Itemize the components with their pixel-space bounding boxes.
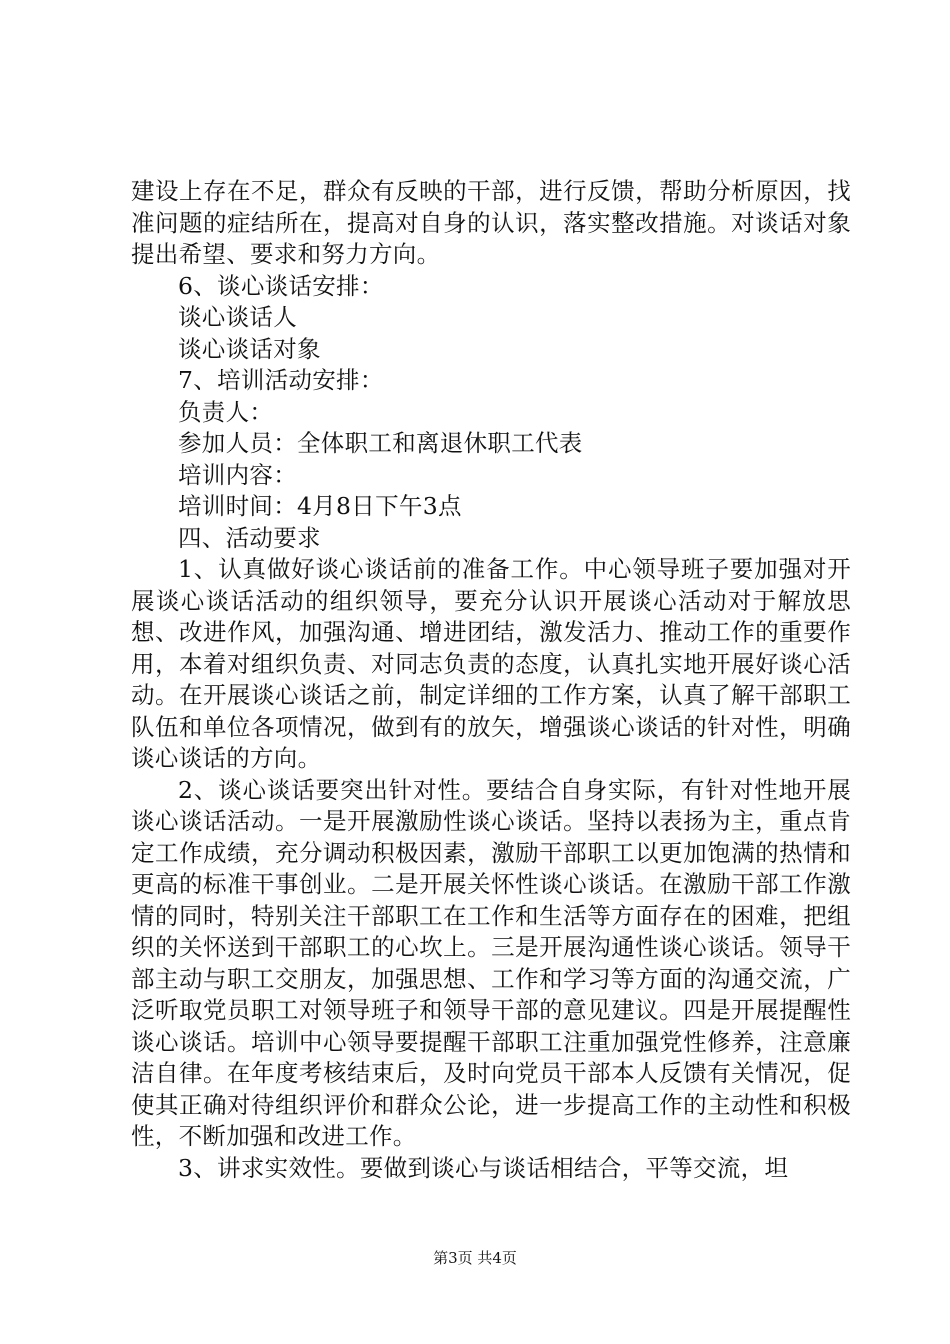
page-number: 第3页 共4页 [433,1249,517,1267]
paragraph-continuation: 建设上存在不足，群众有反映的干部，进行反馈，帮助分析原因，找准问题的症结所在，提高对自身的认识，落实整改措施。对谈话对象提出希望、要求和努力方向。 [131,177,851,268]
page-footer [0,1248,950,1268]
heading-training-arrangement: 7、培训活动安排： [178,366,384,394]
item-training-content: 培训内容： [178,460,297,489]
paragraph-requirement-2: 2、谈心谈话要突出针对性。要结合自身实际，有针对性地开展谈心谈话活动。一是开展激励性谈心谈话。坚持以表扬为主，重点肯定工作成绩，充分调动积极因素，激励干部职工以更加饱满的热情和更高的标准干事创业。二是开展关怀性谈心谈话。在激励干部工作激情的同时，特别关注干部职工在工作和生活等方面存在的困难，把组织的关怀送到干部职工的心坎上。三是开展沟通性谈心谈话。领导干部主动与职工交朋友，加强思想、工作和学习等方面的沟通交流，广泛听取党员职工对领导班子和领导干部的意见建议。四是开展提醒性谈心谈话。培训中心领导要提醒干部职工注重加强党性修养，注意廉洁自律。在年度考核结束后，及时向党员干部本人反馈有关情况，促使其正确对待组织评价和群众公论，进一步提高工作的主动性和积极性，不断加强和改进工作。 [131,775,851,1150]
heading-talk-arrangement: 6、谈心谈话安排： [178,271,384,300]
item-talk-target: 谈心谈话对象 [178,334,321,363]
paragraph-requirement-1: 1、认真做好谈心谈话前的准备工作。中心领导班子要加强对开展谈心谈话活动的组织领导，要充分认识开展谈心活动对于解放思想、改进作风，加强沟通、增进团结，激发活力、推动工作的重要作用，本着对组织负责、对同志负责的态度，认真扎实地开展好谈心活动。在开展谈心谈话之前，制定详细的工作方案，认真了解干部职工队伍和单位各项情况，做到有的放矢，增强谈心谈话的针对性，明确谈心谈话的方向。 [131,555,851,772]
heading-activity-requirements: 四、活动要求 [178,523,321,552]
document-body [131,176,851,1184]
item-responsible-person: 负责人： [178,397,274,426]
paragraph-requirement-3: 3、讲求实效性。要做到谈心与谈话相结合，平等交流，坦 [178,1153,789,1182]
item-participants: 参加人员：全体职工和离退休职工代表 [178,429,583,457]
item-training-time: 培训时间：4月8日下午3点 [178,492,462,520]
item-talk-person: 谈心谈话人 [178,303,297,331]
